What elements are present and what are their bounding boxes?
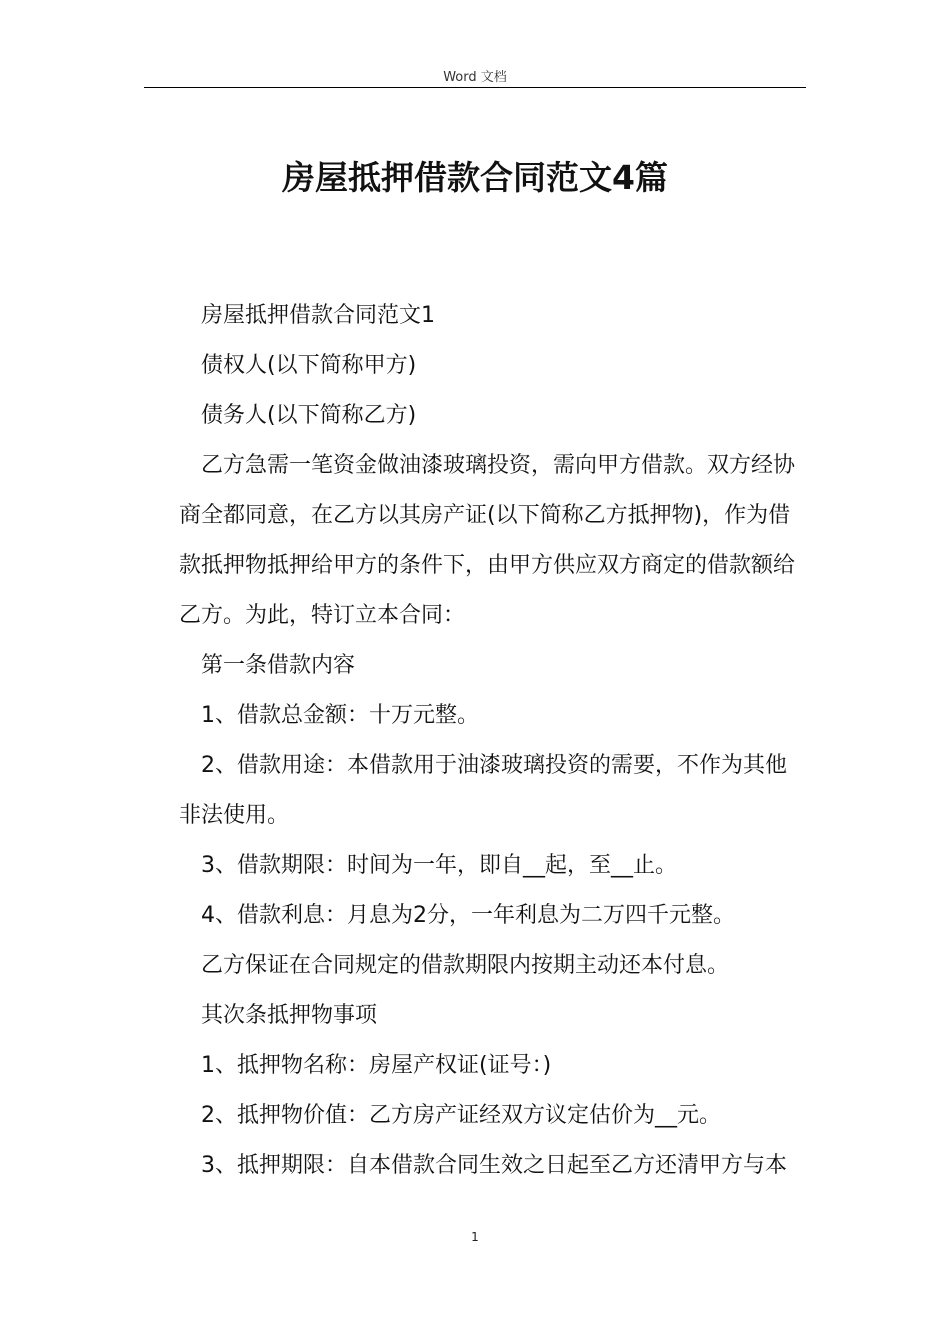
paragraph: 2、抵押物价值：乙方房产证经双方议定估价为__元。 — [201, 1103, 721, 1128]
paragraph: 3、借款期限：时间为一年，即自__起，至__止。 — [201, 853, 677, 878]
paragraph: 债务人(以下简称乙方) — [201, 403, 417, 428]
document-title: 房屋抵押借款合同范文4篇 — [282, 158, 668, 197]
paragraph: 3、抵押期限：自本借款合同生效之日起至乙方还清甲方与本 — [201, 1153, 787, 1178]
paragraph: 第一条借款内容 — [201, 653, 356, 678]
page-header: Word 文档 — [443, 70, 507, 85]
paragraph: 债权人(以下简称甲方) — [201, 353, 417, 378]
paragraph: 2、借款用途：本借款用于油漆玻璃投资的需要，不作为其他非法使用。 — [179, 753, 787, 828]
paragraph: 乙方保证在合同规定的借款期限内按期主动还本付息。 — [201, 953, 730, 978]
paragraph: 房屋抵押借款合同范文1 — [201, 303, 435, 328]
page-number: 1 — [471, 1230, 479, 1244]
paragraph: 乙方急需一笔资金做油漆玻璃投资，需向甲方借款。双方经协商全都同意，在乙方以其房产证(以下简称乙方抵押物)，作为借款抵押物抵押给甲方的条件下，由甲方供应双方商定的借款额给乙方。为此，特订立本合同： — [179, 453, 796, 628]
paragraph: 4、借款利息：月息为2分，一年利息为二万四千元整。 — [201, 903, 735, 928]
paragraph: 1、抵押物名称：房屋产权证(证号：) — [201, 1053, 552, 1078]
header-divider — [144, 87, 806, 88]
document-body — [179, 291, 807, 1191]
paragraph: 1、借款总金额：十万元整。 — [201, 703, 479, 728]
paragraph: 其次条抵押物事项 — [201, 1003, 378, 1028]
